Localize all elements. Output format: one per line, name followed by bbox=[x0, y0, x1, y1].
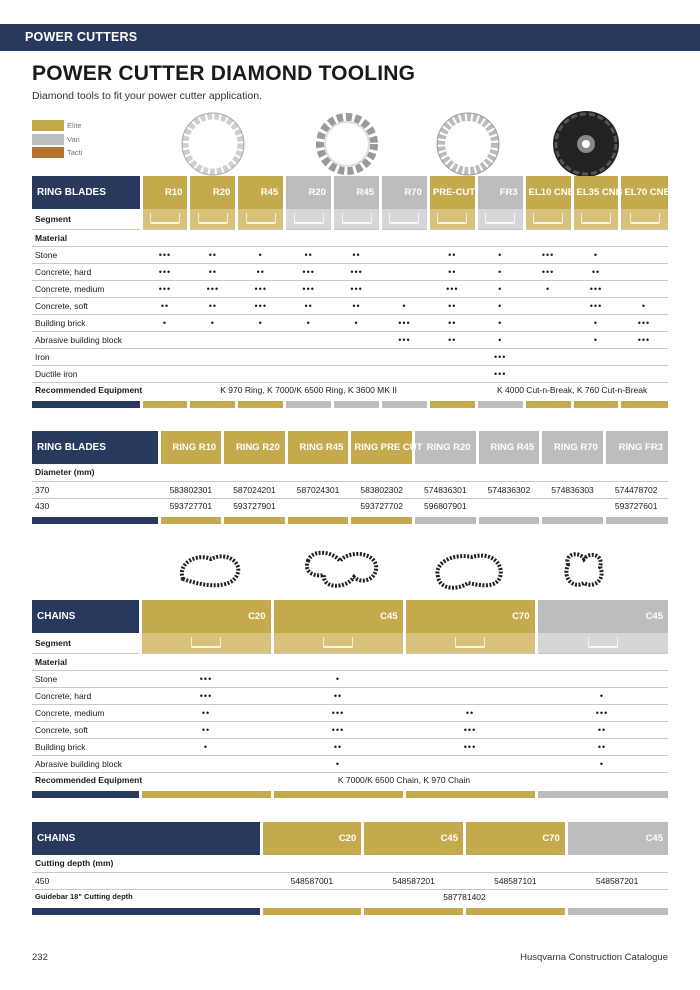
section-label: POWER CUTTERS bbox=[25, 30, 138, 44]
guidebar-row bbox=[32, 889, 668, 906]
depth-label: Cutting depth (mm) bbox=[32, 855, 668, 872]
rating-cell: ••• bbox=[189, 280, 237, 297]
row-label: Abrasive building block bbox=[32, 331, 141, 348]
rating-cell: •• bbox=[572, 263, 620, 280]
col-pre-cut: PRE-CUT bbox=[428, 176, 476, 209]
rating-cell bbox=[189, 365, 237, 382]
page-subtitle: Diamond tools to fit your power cutter application. bbox=[32, 90, 262, 102]
rating-cell: ••• bbox=[620, 314, 668, 331]
row-label: Concrete, medium bbox=[32, 280, 141, 297]
chains-table bbox=[32, 600, 668, 798]
rating-cell: •• bbox=[536, 721, 668, 738]
chains-title: CHAINS bbox=[32, 600, 140, 633]
swatch-vari bbox=[32, 134, 64, 145]
table-row bbox=[32, 348, 668, 365]
row-label: Concrete, hard bbox=[32, 263, 141, 280]
rating-cell: •• bbox=[189, 263, 237, 280]
chain-parts-header bbox=[32, 822, 668, 855]
table-row bbox=[32, 481, 668, 498]
part-number bbox=[286, 498, 350, 515]
rating-cell: ••• bbox=[237, 280, 285, 297]
rating-cell: •• bbox=[428, 263, 476, 280]
rating-cell: ••• bbox=[476, 365, 524, 382]
rating-cell: ••• bbox=[404, 738, 536, 755]
rating-cell: • bbox=[476, 280, 524, 297]
col-c45: C45 bbox=[272, 600, 404, 633]
chain-parts-table bbox=[32, 822, 668, 915]
chain-parts-footer-bar bbox=[32, 906, 668, 915]
rating-cell: ••• bbox=[428, 280, 476, 297]
rating-cell: • bbox=[272, 755, 404, 772]
rating-cell bbox=[524, 297, 572, 314]
col-c45-vari: C45 bbox=[566, 822, 668, 855]
equipment-cnb: K 4000 Cut-n-Break, K 760 Cut-n-Break bbox=[476, 382, 668, 399]
part-number: 548587101 bbox=[465, 872, 567, 889]
table-row bbox=[32, 738, 668, 755]
depth-450-row bbox=[32, 872, 668, 889]
table-row bbox=[32, 246, 668, 263]
segment-icon bbox=[389, 213, 419, 224]
col-el70: EL70 CNB bbox=[620, 176, 668, 209]
ring-parts-title: RING BLADES bbox=[32, 431, 159, 464]
part-number: 587024201 bbox=[223, 481, 287, 498]
rating-cell: • bbox=[476, 314, 524, 331]
col-ring-r10: RING R10 bbox=[159, 431, 223, 464]
segment-icon bbox=[485, 213, 515, 224]
rating-cell: ••• bbox=[140, 670, 272, 687]
swatch-elite bbox=[32, 120, 64, 131]
row-label: Iron bbox=[32, 348, 141, 365]
legend-vari bbox=[32, 133, 82, 147]
section-bar bbox=[0, 24, 700, 51]
chain-equipment: K 7000/K 6500 Chain, K 970 Chain bbox=[140, 772, 668, 789]
ring-blade-elite-image bbox=[181, 112, 245, 176]
rating-cell bbox=[620, 246, 668, 263]
part-number: 596807901 bbox=[413, 498, 477, 515]
chain-c45-vari-image bbox=[560, 549, 608, 593]
segment-icon bbox=[533, 213, 563, 224]
segment-icon bbox=[455, 637, 485, 648]
rating-cell: • bbox=[476, 331, 524, 348]
rating-cell: • bbox=[237, 314, 285, 331]
legend-label: Elite bbox=[67, 121, 82, 131]
rating-cell bbox=[428, 365, 476, 382]
rating-cell: • bbox=[141, 314, 189, 331]
table-row bbox=[32, 670, 668, 687]
part-number: 593727702 bbox=[350, 498, 414, 515]
row-label: 430 bbox=[32, 498, 159, 515]
ring-blades-title: RING BLADES bbox=[32, 176, 141, 209]
chain-c45-image bbox=[302, 547, 382, 593]
rating-cell: ••• bbox=[524, 246, 572, 263]
segment-icon bbox=[246, 213, 276, 224]
rating-cell: •• bbox=[189, 297, 237, 314]
col-ring-pre-cut: RING PRE CUT bbox=[350, 431, 414, 464]
table-row bbox=[32, 331, 668, 348]
material-label: Material bbox=[32, 229, 668, 246]
rating-cell: • bbox=[476, 297, 524, 314]
table-row bbox=[32, 263, 668, 280]
col-r10: R10 bbox=[141, 176, 189, 209]
part-number: 574836303 bbox=[541, 481, 605, 498]
rating-cell bbox=[536, 670, 668, 687]
segment-icon bbox=[588, 637, 618, 648]
rating-cell: •• bbox=[140, 704, 272, 721]
part-number: 548587201 bbox=[363, 872, 465, 889]
rating-cell: • bbox=[237, 246, 285, 263]
legend-elite bbox=[32, 119, 82, 133]
rating-cell: • bbox=[476, 263, 524, 280]
part-number bbox=[541, 498, 605, 515]
part-number: 574478702 bbox=[604, 481, 668, 498]
rating-cell: ••• bbox=[237, 297, 285, 314]
diameter-heading-row bbox=[32, 464, 668, 481]
rating-cell bbox=[572, 348, 620, 365]
segment-label: Segment bbox=[32, 633, 140, 653]
segment-label: Segment bbox=[32, 209, 141, 229]
col-c45-vari: C45 bbox=[536, 600, 668, 633]
rating-cell: • bbox=[189, 314, 237, 331]
ring-header-row bbox=[32, 176, 668, 209]
rating-cell: • bbox=[572, 314, 620, 331]
segment-icon bbox=[150, 213, 180, 224]
legend-label: Vari bbox=[67, 134, 80, 144]
row-label: Concrete, soft bbox=[32, 721, 140, 738]
table-row bbox=[32, 314, 668, 331]
rating-cell bbox=[524, 331, 572, 348]
row-label: Building brick bbox=[32, 314, 141, 331]
rating-cell: •• bbox=[140, 721, 272, 738]
row-label: 450 bbox=[32, 872, 261, 889]
table-row bbox=[32, 721, 668, 738]
segment-icon bbox=[323, 637, 353, 648]
part-number: 548587201 bbox=[566, 872, 668, 889]
guidebar-label: Guidebar 18" Cutting depth bbox=[32, 889, 261, 906]
rating-cell: •• bbox=[428, 331, 476, 348]
rating-cell bbox=[285, 365, 333, 382]
rating-cell bbox=[524, 314, 572, 331]
row-label: Building brick bbox=[32, 738, 140, 755]
rating-cell: •• bbox=[333, 246, 381, 263]
part-number: 548587001 bbox=[261, 872, 363, 889]
rating-cell: •• bbox=[333, 297, 381, 314]
equipment-label: Recommended Equipment bbox=[32, 772, 140, 789]
rating-cell: • bbox=[536, 755, 668, 772]
rating-cell: • bbox=[536, 687, 668, 704]
table-row bbox=[32, 755, 668, 772]
col-c70: C70 bbox=[465, 822, 567, 855]
chains-footer-bar bbox=[32, 789, 668, 798]
segment-icon bbox=[294, 213, 324, 224]
rating-cell bbox=[189, 331, 237, 348]
rating-cell bbox=[333, 331, 381, 348]
part-number: 593727701 bbox=[159, 498, 223, 515]
col-r20: R20 bbox=[189, 176, 237, 209]
rating-cell: •• bbox=[285, 246, 333, 263]
row-label: Ductile iron bbox=[32, 365, 141, 382]
col-el35: EL35 CNB bbox=[572, 176, 620, 209]
rating-cell: ••• bbox=[141, 280, 189, 297]
guidebar-value: 587781402 bbox=[261, 889, 668, 906]
equipment-label: Recommended Equipment bbox=[32, 382, 141, 399]
rating-cell bbox=[285, 348, 333, 365]
rating-cell bbox=[237, 331, 285, 348]
equipment-ring: K 970 Ring, K 7000/K 6500 Ring, K 3600 MK II bbox=[141, 382, 476, 399]
rating-cell: •• bbox=[285, 297, 333, 314]
rating-cell: • bbox=[572, 331, 620, 348]
table-row bbox=[32, 280, 668, 297]
chain-segment-row bbox=[32, 633, 668, 653]
ring-parts-footer-bar bbox=[32, 515, 668, 524]
rating-cell bbox=[524, 348, 572, 365]
part-number: 593727601 bbox=[604, 498, 668, 515]
rating-cell: •• bbox=[272, 738, 404, 755]
rating-cell bbox=[141, 331, 189, 348]
rating-cell bbox=[237, 348, 285, 365]
part-number: 587024301 bbox=[286, 481, 350, 498]
rating-cell bbox=[404, 755, 536, 772]
catalogue-name: Husqvarna Construction Catalogue bbox=[520, 952, 668, 963]
row-label: Stone bbox=[32, 246, 141, 263]
legend bbox=[32, 119, 82, 160]
rating-cell bbox=[237, 365, 285, 382]
chain-c70-image bbox=[432, 549, 506, 593]
rating-cell: •• bbox=[189, 246, 237, 263]
rating-cell: • bbox=[272, 670, 404, 687]
segment-icon bbox=[191, 637, 221, 648]
rating-cell: • bbox=[380, 297, 428, 314]
rating-cell: ••• bbox=[404, 721, 536, 738]
rating-cell bbox=[141, 365, 189, 382]
col-r45-vari: R45 bbox=[333, 176, 381, 209]
legend-label: Tacti bbox=[67, 148, 83, 158]
row-label: Concrete, soft bbox=[32, 297, 141, 314]
table-row bbox=[32, 687, 668, 704]
ring-blades-table bbox=[32, 176, 671, 408]
part-number bbox=[477, 498, 541, 515]
col-ring-r20-vari: RING R20 bbox=[413, 431, 477, 464]
rating-cell: •• bbox=[428, 297, 476, 314]
table-row bbox=[32, 704, 668, 721]
rating-cell: ••• bbox=[572, 297, 620, 314]
part-number: 583802301 bbox=[159, 481, 223, 498]
page-title: POWER CUTTER DIAMOND TOOLING bbox=[32, 62, 416, 85]
ring-parts-header bbox=[32, 431, 668, 464]
row-label: Abrasive building block bbox=[32, 755, 140, 772]
rating-cell: ••• bbox=[524, 263, 572, 280]
part-number: 574836302 bbox=[477, 481, 541, 498]
segment-icon bbox=[630, 213, 660, 224]
rating-cell bbox=[140, 755, 272, 772]
rating-cell: •• bbox=[428, 246, 476, 263]
rating-cell: •• bbox=[237, 263, 285, 280]
swatch-tacti bbox=[32, 147, 64, 158]
rating-cell: ••• bbox=[536, 704, 668, 721]
table-row bbox=[32, 498, 668, 515]
rating-cell bbox=[380, 348, 428, 365]
rating-cell: ••• bbox=[272, 721, 404, 738]
chain-parts-title: CHAINS bbox=[32, 822, 261, 855]
rating-cell: ••• bbox=[141, 246, 189, 263]
rating-cell: •• bbox=[536, 738, 668, 755]
col-c20: C20 bbox=[140, 600, 272, 633]
col-c45: C45 bbox=[363, 822, 465, 855]
row-label: Concrete, medium bbox=[32, 704, 140, 721]
ring-parts-table bbox=[32, 431, 668, 524]
rating-cell: •• bbox=[404, 704, 536, 721]
legend-tacti bbox=[32, 146, 82, 160]
rating-cell bbox=[620, 348, 668, 365]
chain-equipment-row bbox=[32, 772, 668, 789]
part-number: 574836301 bbox=[413, 481, 477, 498]
rating-cell: •• bbox=[141, 297, 189, 314]
rating-cell bbox=[404, 687, 536, 704]
rating-cell: ••• bbox=[285, 280, 333, 297]
rating-cell: • bbox=[285, 314, 333, 331]
ring-blade-precut-image bbox=[436, 112, 500, 176]
col-el10: EL10 CNB bbox=[524, 176, 572, 209]
rating-cell: •• bbox=[272, 687, 404, 704]
rating-cell: • bbox=[333, 314, 381, 331]
rating-cell: ••• bbox=[380, 331, 428, 348]
rating-cell bbox=[404, 670, 536, 687]
rating-cell: •• bbox=[428, 314, 476, 331]
row-label: 370 bbox=[32, 481, 159, 498]
table-row bbox=[32, 365, 668, 382]
rating-cell bbox=[333, 348, 381, 365]
rating-cell bbox=[285, 331, 333, 348]
rating-cell bbox=[380, 246, 428, 263]
col-fr3: FR3 bbox=[476, 176, 524, 209]
rating-cell: ••• bbox=[380, 314, 428, 331]
diameter-label: Diameter (mm) bbox=[32, 464, 668, 481]
rating-cell bbox=[572, 365, 620, 382]
col-ring-r45: RING R45 bbox=[286, 431, 350, 464]
rating-cell bbox=[524, 365, 572, 382]
rating-cell bbox=[380, 365, 428, 382]
segment-icon bbox=[581, 213, 611, 224]
rating-cell: • bbox=[620, 297, 668, 314]
rating-cell: ••• bbox=[140, 687, 272, 704]
ring-footer-bar bbox=[32, 399, 668, 408]
rating-cell: ••• bbox=[476, 348, 524, 365]
rating-cell: • bbox=[572, 246, 620, 263]
part-number: 583802302 bbox=[350, 481, 414, 498]
col-r45: R45 bbox=[237, 176, 285, 209]
part-number: 593727901 bbox=[223, 498, 287, 515]
col-r20-vari: R20 bbox=[285, 176, 333, 209]
chains-header-row bbox=[32, 600, 668, 633]
rating-cell: ••• bbox=[333, 263, 381, 280]
rating-cell bbox=[428, 348, 476, 365]
material-label: Material bbox=[32, 653, 668, 670]
depth-heading-row bbox=[32, 855, 668, 872]
col-c70: C70 bbox=[404, 600, 536, 633]
segment-row bbox=[32, 209, 668, 229]
rating-cell: ••• bbox=[572, 280, 620, 297]
col-ring-r45-vari: RING R45 bbox=[477, 431, 541, 464]
row-label: Stone bbox=[32, 670, 140, 687]
row-label: Concrete, hard bbox=[32, 687, 140, 704]
rating-cell bbox=[189, 348, 237, 365]
rating-cell: • bbox=[524, 280, 572, 297]
rating-cell bbox=[620, 263, 668, 280]
segment-icon bbox=[437, 213, 467, 224]
rating-cell: ••• bbox=[620, 331, 668, 348]
rating-cell bbox=[141, 348, 189, 365]
rating-cell: ••• bbox=[141, 263, 189, 280]
rating-cell bbox=[620, 365, 668, 382]
rating-cell bbox=[620, 280, 668, 297]
rating-cell: ••• bbox=[272, 704, 404, 721]
page-number: 232 bbox=[32, 952, 48, 963]
chain-material-heading-row bbox=[32, 653, 668, 670]
chain-c20-image bbox=[175, 549, 245, 591]
rating-cell: ••• bbox=[285, 263, 333, 280]
rating-cell bbox=[333, 365, 381, 382]
cnb-blade-image bbox=[552, 110, 620, 178]
table-row bbox=[32, 297, 668, 314]
equipment-row bbox=[32, 382, 668, 399]
rating-cell: ••• bbox=[333, 280, 381, 297]
col-c20: C20 bbox=[261, 822, 363, 855]
col-ring-fr3: RING FR3 bbox=[604, 431, 668, 464]
segment-icon bbox=[342, 213, 372, 224]
col-ring-r20: RING R20 bbox=[223, 431, 287, 464]
rating-cell bbox=[380, 280, 428, 297]
rating-cell: • bbox=[140, 738, 272, 755]
material-heading-row bbox=[32, 229, 668, 246]
segment-icon bbox=[198, 213, 228, 224]
rating-cell bbox=[380, 263, 428, 280]
col-r70: R70 bbox=[380, 176, 428, 209]
ring-blade-vari-image bbox=[315, 112, 379, 176]
rating-cell: • bbox=[476, 246, 524, 263]
col-ring-r70: RING R70 bbox=[541, 431, 605, 464]
